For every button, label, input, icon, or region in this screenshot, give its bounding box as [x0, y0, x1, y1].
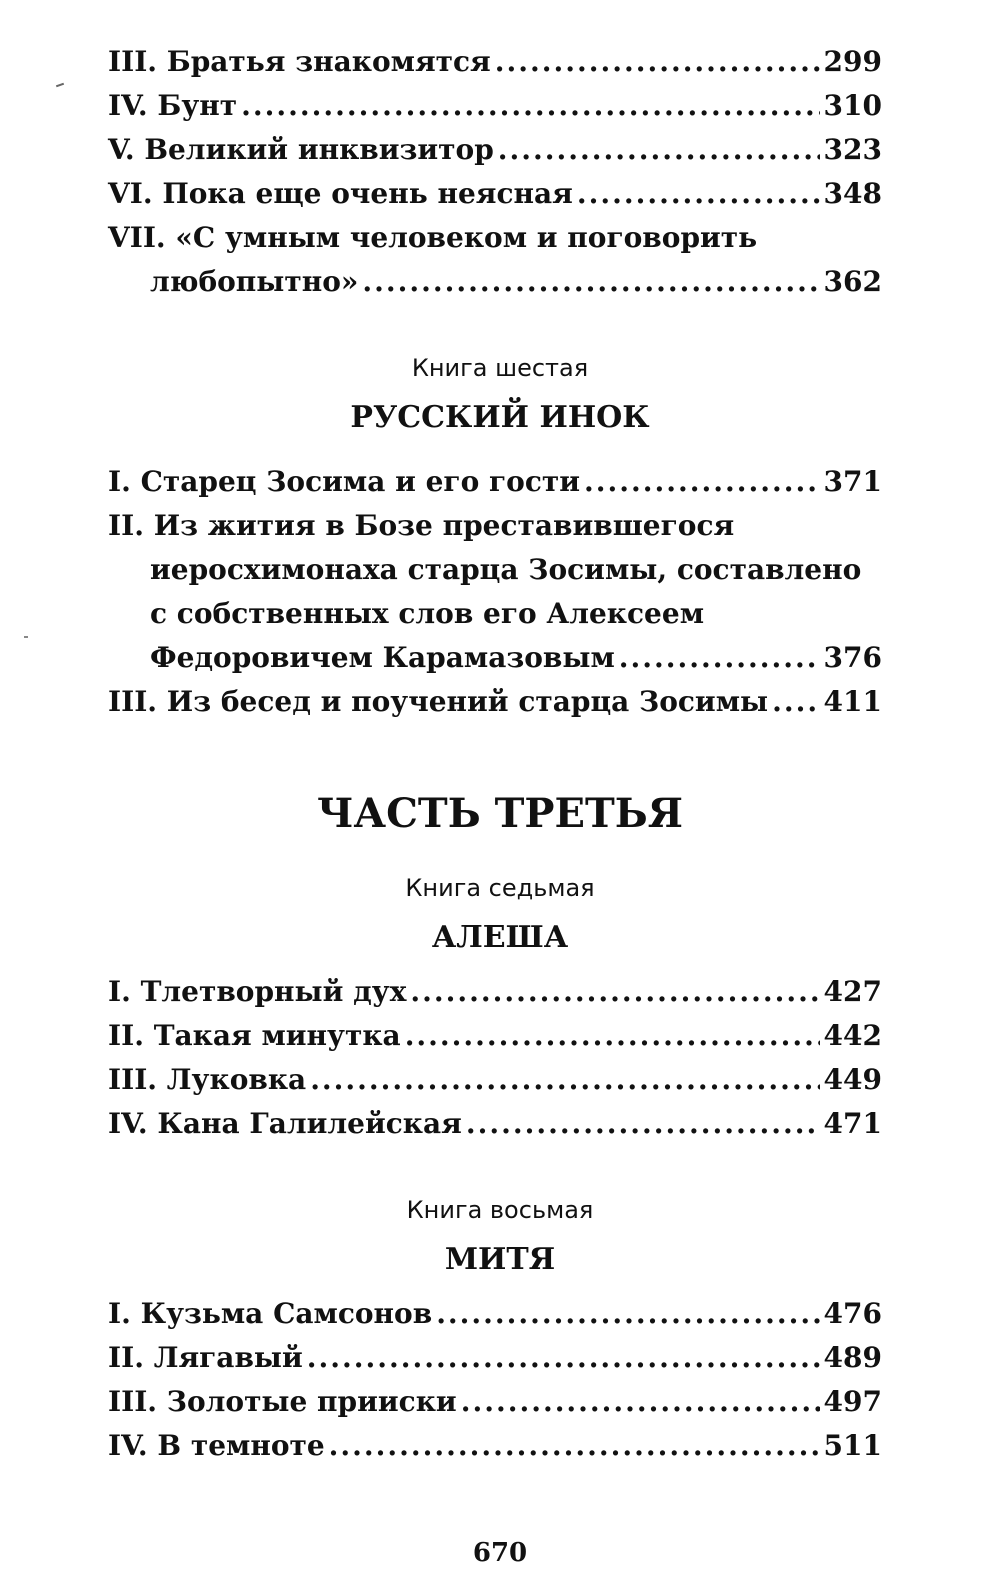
toc-entry-title: III. Луковка [108, 1063, 307, 1096]
leader-dots [772, 680, 819, 724]
leader-dots [577, 172, 820, 216]
leader-dots [436, 1292, 819, 1336]
book6-title: РУССКИЙ ИНОК [350, 400, 650, 435]
toc-entry[interactable] [108, 84, 882, 128]
stray-mark [56, 83, 64, 88]
toc-entry-multiline[interactable] [108, 504, 882, 548]
toc-entry[interactable] [108, 128, 882, 172]
toc-entry-page: 362 [823, 265, 882, 298]
book8-label: Книга восьмая [406, 1196, 594, 1224]
leader-dots [495, 40, 820, 84]
toc-entry[interactable] [108, 1292, 882, 1336]
toc-entry-title: II. Такая минутка [108, 1019, 401, 1052]
book8-title: МИТЯ [444, 1242, 556, 1277]
toc-entry[interactable] [108, 460, 882, 504]
toc-entry[interactable] [108, 1014, 882, 1058]
toc-entry-title: III. Золотые прииски [108, 1385, 457, 1418]
toc-entry-page: 310 [823, 89, 882, 122]
toc-entry-title: II. Лягавый [108, 1341, 303, 1374]
leader-dots [461, 1380, 820, 1424]
toc-entry-page: 442 [823, 1019, 882, 1052]
toc-entry-continuation [108, 548, 882, 592]
toc-entry-page: 427 [823, 975, 882, 1008]
toc-entry-page: 371 [823, 465, 882, 498]
leader-dots [329, 1424, 820, 1468]
toc-entry-continuation [108, 592, 882, 636]
toc-entry-title: III. Из бесед и поучений старца Зосимы [108, 685, 769, 718]
page-number: 670 [472, 1538, 528, 1568]
toc-entry[interactable] [108, 172, 882, 216]
toc-entry[interactable] [108, 40, 882, 84]
toc-entry-title: I. Тлетворный дух [108, 975, 407, 1008]
leader-dots [619, 636, 820, 680]
leader-dots [498, 128, 820, 172]
toc-entry-page: 449 [823, 1063, 882, 1096]
toc-entry-title-line: иеросхимонаха старца Зосимы, составлено [150, 553, 862, 586]
toc-entry-title: II. Из жития в Бозе преставившегося [108, 509, 735, 542]
toc-entry-title: I. Кузьма Самсонов [108, 1297, 433, 1330]
toc-entry-multiline[interactable] [108, 216, 882, 260]
toc-entry-title: V. Великий инквизитор [108, 133, 494, 166]
toc-entry-title: IV. Кана Галилейская [108, 1107, 462, 1140]
toc-entry-page: 476 [823, 1297, 882, 1330]
toc-entry-page: 511 [823, 1429, 882, 1462]
book7-label: Книга седьмая [405, 874, 595, 902]
toc-entry[interactable] [108, 970, 882, 1014]
book6-label: Книга шестая [411, 354, 589, 382]
toc-entry-page: 411 [823, 685, 882, 718]
toc-section-book6 [108, 460, 882, 724]
toc-entry[interactable] [108, 1102, 882, 1146]
toc-entry[interactable] [108, 1424, 882, 1468]
leader-dots [405, 1014, 820, 1058]
toc-entry-title: VI. Пока еще очень неясная [108, 177, 573, 210]
leader-dots [410, 970, 819, 1014]
leader-dots [307, 1336, 820, 1380]
leader-dots [584, 460, 820, 504]
toc-entry[interactable] [108, 680, 882, 724]
toc-entry-title: I. Старец Зосима и его гости [108, 465, 581, 498]
toc-entry[interactable] [108, 1380, 882, 1424]
toc-entry-title-cont: Федоровичем Карамазовым [150, 641, 615, 674]
part3-title: ЧАСТЬ ТРЕТЬЯ [316, 790, 683, 837]
toc-entry-title-line: с собственных слов его Алексеем [150, 597, 705, 630]
stray-mark [24, 636, 28, 638]
toc-entry[interactable] [108, 1058, 882, 1102]
toc-entry-page: 489 [823, 1341, 882, 1374]
leader-dots [241, 84, 819, 128]
toc-section-top [108, 40, 882, 304]
leader-dots [310, 1058, 819, 1102]
toc-entry-page: 323 [823, 133, 882, 166]
leader-dots [362, 260, 819, 304]
toc-section-book7 [108, 970, 882, 1146]
toc-entry-continuation[interactable] [108, 636, 882, 680]
toc-entry-continuation[interactable] [108, 260, 882, 304]
toc-entry-title: III. Братья знакомятся [108, 45, 491, 78]
toc-entry-page: 299 [823, 45, 882, 78]
toc-entry-title: IV. В темноте [108, 1429, 325, 1462]
toc-entry-page: 497 [823, 1385, 882, 1418]
toc-entry-title: IV. Бунт [108, 89, 238, 122]
toc-entry-page: 348 [823, 177, 882, 210]
toc-section-book8 [108, 1292, 882, 1468]
toc-entry-page: 471 [823, 1107, 882, 1140]
book7-title: АЛЕША [431, 920, 569, 955]
toc-entry[interactable] [108, 1336, 882, 1380]
toc-entry-page: 376 [823, 641, 882, 674]
leader-dots [466, 1102, 820, 1146]
toc-entry-title-cont: любопытно» [150, 265, 359, 298]
toc-entry-title: VII. «С умным человеком и поговорить [108, 221, 758, 254]
